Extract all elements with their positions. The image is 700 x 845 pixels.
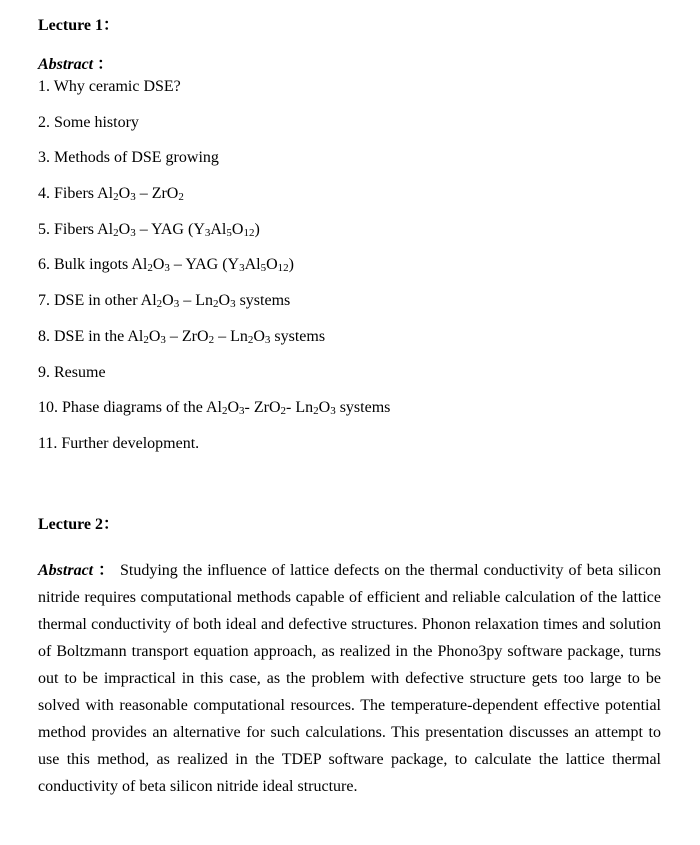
outline-item-text: - Ln [286,399,314,417]
outline-item-text: O [231,220,244,238]
subscript: 2 [221,405,228,418]
abstract-label: Abstract [38,56,94,73]
subscript: 3 [173,298,180,311]
outline-item-text: O [266,256,278,274]
outline-item-text: ) [288,256,294,274]
subscript: 3 [239,262,245,275]
lecture-2-abstract-text: Studying the influence of lattice defects on the thermal conductivity of beta silicon nitride requires computational methods capable of efficient and reliable calculation of the lattice thermal conductivity of both ideal and defective structures. Phonon relaxation times and solution of Boltzmann transport equation approach, as realized in the Phono3py software package, turns out to be impractical in this case, as the problem with defective structure gets too large to be solved with reasonable computational resources. The temperature-dependent effective potential method provides an alternative for such calculations. This presentation discusses an attempt to use this method, as realized in the TDEP software package, to calculate the lattice thermal conductivity of beta silicon nitride ideal structure. [38,562,661,795]
subscript: 2 [178,191,184,204]
outline-item-number: 3. [38,149,54,167]
outline-item-text: O [253,327,265,345]
outline-item-text: Methods of DSE growing [54,149,219,167]
lecture-2-title: Lecture 2： [38,516,120,533]
outline-item-text: Further development. [61,434,200,452]
abstract-colon: ： [98,562,116,579]
outline-item-text: DSE in other Al [54,292,157,310]
outline-item-text: O [227,399,240,417]
abstract-colon: ： [97,56,114,73]
lecture-1-title: Lecture 1： [38,17,120,34]
outline-item-text: ) [254,220,260,238]
subscript: 3 [164,262,170,275]
subscript: 5 [260,262,267,275]
subscript: 3 [204,226,211,239]
subscript: 2 [113,191,119,204]
subscript: 3 [264,333,271,346]
outline-item-text: Bulk ingots Al [54,256,148,274]
outline-item-text: O [148,327,161,345]
outline-item [38,185,390,221]
outline-item-text: systems [335,399,391,417]
subscript: 2 [280,405,287,418]
outline-item-text: – Ln [179,292,214,310]
outline-item-number: 4. [38,185,54,203]
outline-item-text: O [118,220,131,238]
outline-item-text: Al [244,256,261,274]
outline-item [38,435,390,471]
subscript: 2 [113,226,119,239]
outline-item-text: O [152,256,165,274]
outline-item [38,221,390,257]
subscript: 12 [277,262,289,275]
subscript: 2 [147,262,153,275]
subscript: 3 [130,191,136,204]
outline-item [38,149,390,185]
outline-item-text: – ZrO [165,327,209,345]
lecture-1-outline-list [38,78,390,471]
outline-item [38,256,390,292]
outline-item-text: – ZrO [135,185,179,203]
outline-item-number: 5. [38,220,54,238]
outline-item-number: 7. [38,292,54,310]
outline-item-text: O [118,185,131,203]
outline-item-text: O [162,292,174,310]
outline-item-text: systems [270,327,326,345]
subscript: 3 [239,405,245,418]
subscript: 3 [130,226,136,239]
subscript: 3 [160,333,166,346]
outline-item-text: - ZrO [244,399,281,417]
subscript: 2 [313,405,319,418]
outline-item-text: Fibers Al [54,185,114,203]
outline-item-text: Resume [54,363,106,381]
outline-item-text: Phase diagrams of the Al [62,399,222,417]
outline-item-text: O [218,292,231,310]
outline-item [38,292,390,328]
outline-item-text: – YAG (Y [169,256,240,274]
subscript: 5 [226,226,232,239]
subscript: 2 [213,298,219,311]
lecture-2-abstract [38,557,661,800]
outline-item [38,114,390,150]
outline-item [38,328,390,364]
outline-item-number: 9. [38,363,54,381]
subscript: 2 [247,333,254,346]
subscript: 3 [230,298,236,311]
lecture-1-abstract-heading [38,55,113,75]
outline-item-number: 6. [38,256,54,274]
outline-item-number: 11. [38,434,62,452]
outline-item-text: – YAG (Y [135,220,205,238]
outline-item-number: 10. [38,399,62,417]
outline-item-number: 1. [38,78,54,95]
outline-item-text: Why ceramic DSE? [53,78,181,95]
outline-item [38,364,390,400]
outline-item [38,399,390,435]
subscript: 2 [143,333,149,346]
subscript: 2 [208,333,215,346]
subscript: 2 [156,298,163,311]
outline-item [38,78,390,114]
outline-item-number: 2. [38,113,54,131]
outline-item-text: Al [210,220,227,238]
outline-item-text: Some history [54,113,139,131]
outline-item-text: O [318,399,331,417]
outline-item-text: Fibers Al [54,220,114,238]
outline-item-text: systems [235,292,291,310]
subscript: 12 [243,226,255,239]
subscript: 3 [330,405,336,418]
outline-item-text: – Ln [214,327,248,345]
outline-item-text: DSE in the Al [54,327,144,345]
outline-item-number: 8. [38,327,54,345]
abstract-label: Abstract [38,562,94,579]
